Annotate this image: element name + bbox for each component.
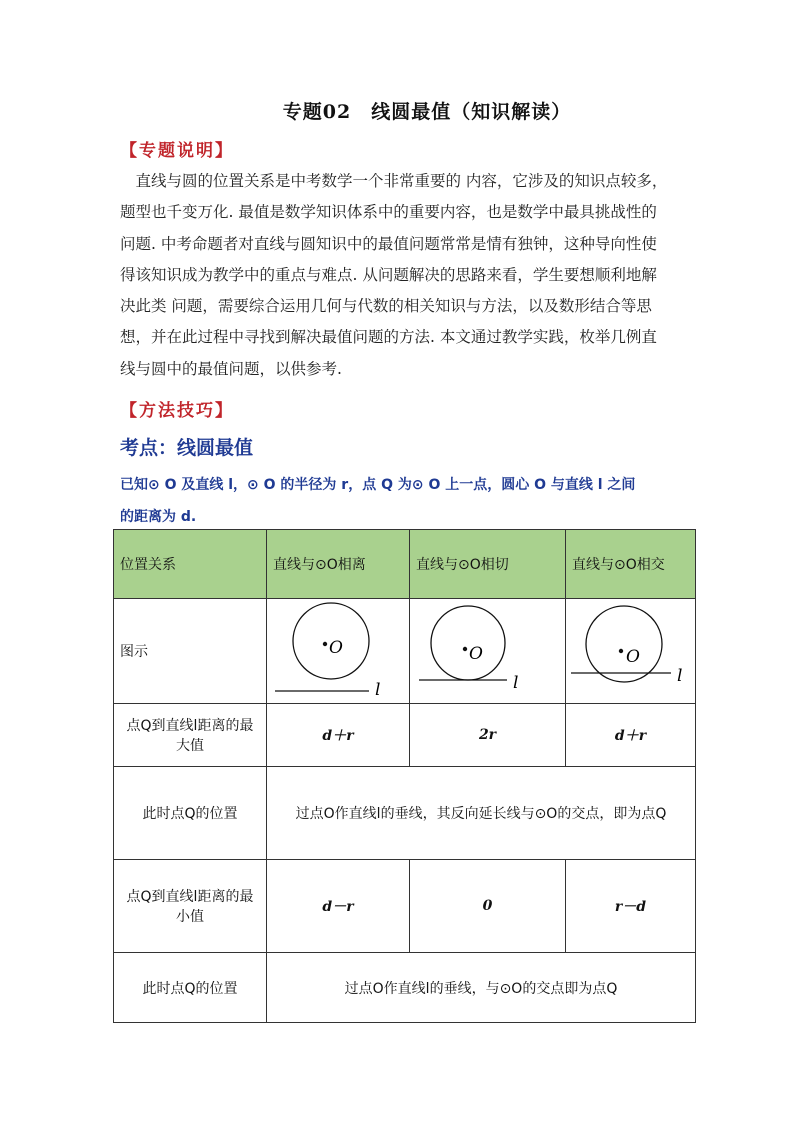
svg-text:l: l [676, 666, 682, 686]
svg-text:O: O [468, 644, 483, 664]
header-cell: 直线与⊙O相交 [566, 530, 696, 599]
intro-paragraph [120, 166, 690, 385]
table-row [114, 704, 696, 767]
max-position-text: 过点O作直线l的垂线，其反向延长线与⊙O的交点，即为点Q [267, 767, 696, 860]
max-value: d＋r [267, 704, 410, 767]
min-value: r－d [566, 860, 696, 953]
max-value: 2r [410, 704, 566, 767]
section-heading-method: 【方法技巧】 [120, 401, 234, 421]
given-line: 的距离为 d. [120, 509, 197, 525]
header-cell: 直线与⊙O相离 [267, 530, 410, 599]
table-row [114, 860, 696, 953]
intro-line: 决此类 问题，需要综合运用几何与代数的相关知识与方法，以及数形结合等思 [120, 297, 652, 316]
max-value: d＋r [566, 704, 696, 767]
row-label: 点Q到直线l距离的最大值 [114, 704, 267, 767]
intro-line: 想，并在此过程中寻找到解决最值问题的方法. 本文通过教学实践，枚举几例直 [120, 328, 657, 347]
intersect-diagram [567, 599, 695, 699]
row-label: 点Q到直线l距离的最小值 [114, 860, 267, 953]
min-value: 0 [410, 860, 566, 953]
section-heading-explain: 【专题说明】 [120, 141, 234, 161]
intro-line: 得该知识成为教学中的重点与难点. 从问题解决的思路来看，学生要想顺利地解 [120, 265, 657, 284]
topic-heading: 考点：线圆最值 [120, 437, 254, 459]
row-label: 图示 [114, 599, 267, 704]
intro-line: 题型也千变万化. 最值是数学知识体系中的重要内容，也是数学中最具挑战性的 [120, 203, 657, 222]
diagram-intersect [566, 599, 696, 704]
tangent-diagram [413, 599, 563, 699]
given-statement [120, 469, 695, 533]
min-position-text: 过点O作直线l的垂线，与⊙O的交点即为点Q [267, 953, 696, 1023]
row-label: 此时点Q的位置 [114, 953, 267, 1023]
svg-text:l: l [512, 673, 518, 693]
table-row [114, 599, 696, 704]
header-cell: 直线与⊙O相切 [410, 530, 566, 599]
intro-line: 线与圆中的最值问题，以供参考. [120, 359, 342, 378]
page-title: 专题02 线圆最值（知识解读） [282, 101, 572, 123]
table-row [114, 767, 696, 860]
row-label: 此时点Q的位置 [114, 767, 267, 860]
table-row [114, 953, 696, 1023]
position-relation-table [113, 529, 696, 1023]
header-cell: 位置关系 [114, 530, 267, 599]
svg-text:O: O [329, 638, 343, 658]
table-header-row [114, 530, 696, 599]
given-line: 已知⊙ O 及直线 l，⊙ O 的半径为 r，点 Q 为⊙ O 上一点，圆心 O 与直线 l 之间 [120, 477, 636, 493]
svg-text:O: O [625, 647, 640, 667]
intro-line: 问题. 中考命题者对直线与圆知识中的最值问题常常是情有独钟，这种导向性使 [120, 234, 657, 253]
intro-line: 直线与圆的位置关系是中考数学一个非常重要的 内容，它涉及的知识点较多， [120, 172, 668, 190]
separate-diagram [269, 599, 407, 699]
min-value: d－r [267, 860, 410, 953]
svg-text:l: l [375, 680, 381, 699]
diagram-tangent [410, 599, 566, 704]
diagram-separate [267, 599, 410, 704]
